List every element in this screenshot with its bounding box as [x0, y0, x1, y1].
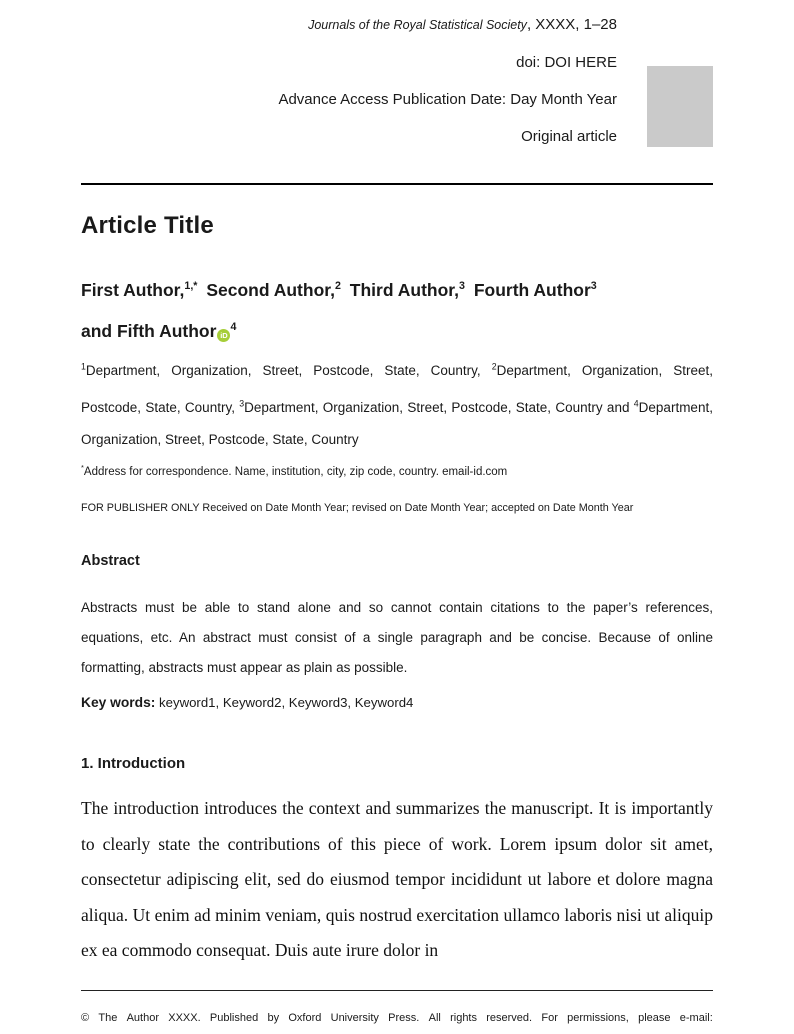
affiliation-text: Department, Organization, Street, Postcode, State, Country,	[81, 362, 713, 415]
affiliation-number: 1	[81, 361, 86, 371]
copyright-word: rights	[450, 1012, 477, 1024]
journal-logo-placeholder	[647, 66, 713, 147]
keywords-list: keyword1, Keyword2, Keyword3, Keyword4	[159, 695, 414, 710]
affiliation-text: Department, Organization, Street, Postcode, State, Country and	[244, 399, 630, 415]
correspondence-marker: *	[81, 463, 84, 472]
copyright-word: by	[267, 1012, 280, 1024]
copyright-word: The	[98, 1012, 118, 1024]
journal-name: Journals of the Royal Statistical Society	[308, 18, 527, 32]
author-line-1	[81, 268, 713, 309]
copyright-word: ©	[81, 1012, 90, 1024]
copyright-word: For	[541, 1012, 558, 1024]
author	[474, 280, 597, 300]
doi-line: doi: DOI HERE	[516, 54, 617, 71]
copyright-word: e-mail:	[679, 1012, 713, 1024]
author	[81, 321, 236, 341]
copyright-word: please	[638, 1012, 671, 1024]
copyright-word: Oxford	[288, 1012, 322, 1024]
keywords-line	[81, 695, 713, 710]
author	[206, 280, 341, 300]
affiliations	[81, 350, 713, 457]
author-name: First Author,	[81, 279, 185, 300]
section-heading-introduction: 1. Introduction	[81, 755, 186, 772]
author-line-2	[81, 309, 713, 350]
advance-access-line: Advance Access Publication Date: Day Month Year	[278, 91, 617, 108]
author-affmark: 3	[590, 280, 597, 292]
author-name: Third Author,	[349, 279, 459, 300]
author-affmark: 3	[459, 280, 465, 292]
abstract-text: Abstracts must be able to stand alone and so cannot contain citations to the paper’s references, equations, etc. An abstract must consist of a single paragraph and be concise. Because of online formatting, abstracts must appear as plain as possible.	[81, 600, 713, 675]
publication-history: FOR PUBLISHER ONLY Received on Date Month Year; revised on Date Month Year; accepted on Date Month Year	[81, 502, 634, 514]
author-list	[81, 268, 713, 350]
copyright-word: permissions,	[567, 1012, 629, 1024]
author-name: and Fifth Author	[81, 320, 217, 341]
copyright-word: Press.	[388, 1012, 420, 1024]
author	[350, 280, 465, 300]
affiliation	[81, 363, 481, 378]
affiliation-text: Department, Organization, Street, Postcode, State, Country	[81, 399, 713, 447]
author-name: Fourth Author	[473, 279, 591, 300]
affiliation-text: Department, Organization, Street, Postcode, State, Country,	[85, 362, 481, 378]
introduction-paragraph: The introduction introduces the context and summarizes the manuscript. It is importantly to clearly state the contributions of this piece of work. Lorem ipsum dolor sit amet, consectetur adipiscing elit, sed do eiusmod tempor incididunt ut labore et dolore magna aliqua. Ut enim ad minim veniam, quis nostrud exercitation ullamco laboris nisi ut aliquip ex ea commodo consequat. Duis aute irure dolor in	[81, 798, 713, 961]
affiliation	[239, 400, 629, 415]
affiliation-number: 3	[239, 398, 245, 408]
author-name: Second Author,	[206, 279, 335, 300]
correspondence-note	[81, 460, 713, 480]
copyright-word: All	[428, 1012, 441, 1024]
journal-issue: , XXXX, 1–28	[526, 16, 617, 33]
orcid-icon[interactable]: iD	[217, 329, 230, 342]
author-affmark: 4	[230, 320, 237, 333]
keywords-label: Key words:	[81, 695, 156, 710]
author	[81, 280, 197, 300]
affiliation-number: 4	[633, 398, 639, 408]
journal-header	[278, 6, 617, 155]
author-affmark: 2	[334, 280, 341, 292]
copyright-notice	[81, 1008, 713, 1028]
header-divider	[81, 183, 713, 185]
copyright-word: reserved.	[486, 1012, 533, 1024]
page-title: Article Title	[81, 212, 214, 239]
affiliation-number: 2	[491, 361, 497, 371]
journal-line	[278, 6, 617, 44]
abstract-heading: Abstract	[81, 553, 140, 569]
article-type-label: Original article	[521, 128, 617, 145]
author-affmark: 1,*	[184, 280, 198, 292]
copyright-word: University	[330, 1012, 379, 1024]
footer-divider	[81, 990, 713, 991]
copyright-word: Author	[126, 1012, 159, 1024]
correspondence-text: Address for correspondence. Name, institution, city, zip code, country. email-id.com	[83, 465, 508, 478]
copyright-word: XXXX.	[168, 1012, 201, 1024]
copyright-word: Published	[209, 1012, 259, 1024]
